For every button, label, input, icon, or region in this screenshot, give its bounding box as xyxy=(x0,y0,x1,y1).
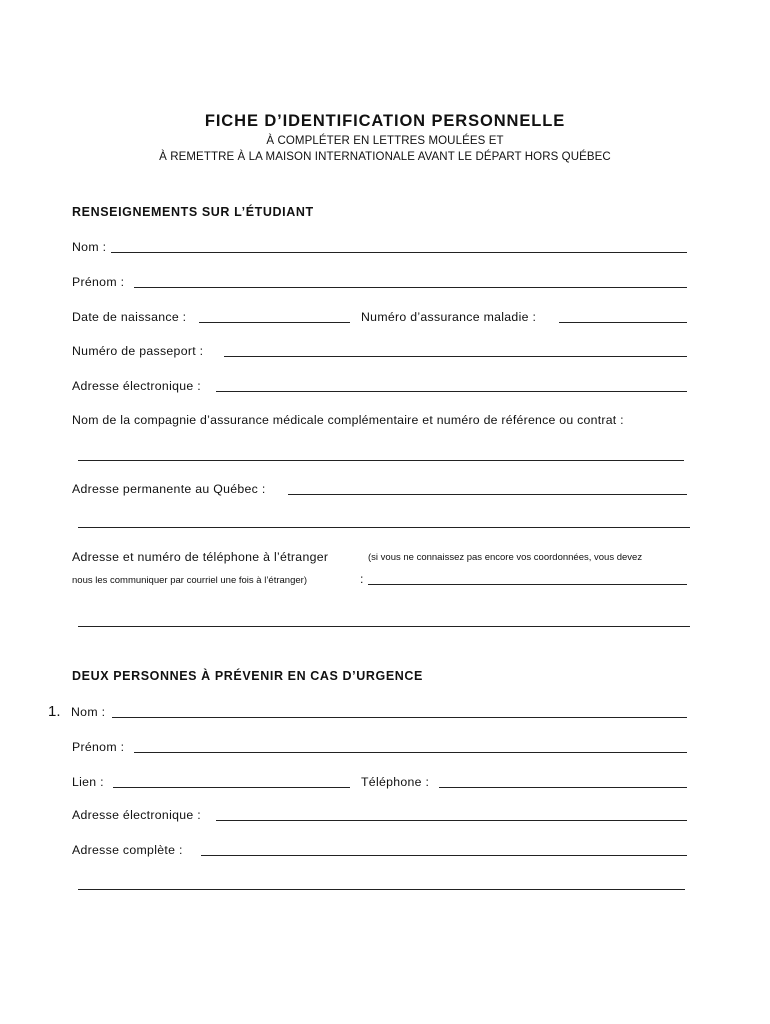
student-prenom-field[interactable] xyxy=(134,287,687,288)
student-abroad-address-field-line-2[interactable] xyxy=(78,626,690,627)
emergency-address-label: Adresse complète : xyxy=(72,843,183,857)
emergency-address-field[interactable] xyxy=(201,855,687,856)
student-email-field[interactable] xyxy=(216,391,687,392)
student-birthdate-label: Date de naissance : xyxy=(72,310,187,324)
emergency-email-label: Adresse électronique : xyxy=(72,808,201,822)
emergency-email-field[interactable] xyxy=(216,820,687,821)
form-subtitle-line-2: À REMETTRE À LA MAISON INTERNATIONALE AVANT LE DÉPART HORS QUÉBEC xyxy=(159,151,611,163)
student-abroad-address-colon: : xyxy=(360,572,364,586)
student-birthdate-field[interactable] xyxy=(199,322,350,323)
student-health-insurance-field[interactable] xyxy=(559,322,687,323)
student-passport-label: Numéro de passeport : xyxy=(72,344,204,358)
emergency-section-heading: DEUX PERSONNES À PRÉVENIR EN CAS D’URGENCE xyxy=(72,669,423,683)
student-email-label: Adresse électronique : xyxy=(72,379,201,393)
emergency-relationship-label: Lien : xyxy=(72,775,104,789)
emergency-relationship-field[interactable] xyxy=(113,787,350,788)
student-abroad-address-note-2: nous les communiquer par courriel une fois à l’étranger) xyxy=(72,575,307,586)
emergency-address-field-line-2[interactable] xyxy=(78,889,685,890)
student-nom-label: Nom : xyxy=(72,240,107,254)
emergency-nom-field[interactable] xyxy=(112,717,687,718)
form-title: FICHE D’IDENTIFICATION PERSONNELLE xyxy=(204,112,566,130)
student-abroad-address-label: Adresse et numéro de téléphone à l’étranger xyxy=(72,550,329,564)
student-quebec-address-field-line-2[interactable] xyxy=(78,527,690,528)
emergency-prenom-field[interactable] xyxy=(134,752,687,753)
student-nom-field[interactable] xyxy=(111,252,687,253)
student-abroad-address-note: (si vous ne connaissez pas encore vos coordonnées, vous devez xyxy=(368,552,643,563)
student-passport-field[interactable] xyxy=(224,356,687,357)
student-health-insurance-label: Numéro d’assurance maladie : xyxy=(361,310,537,324)
emergency-nom-label: Nom : xyxy=(71,705,106,719)
student-abroad-address-field[interactable] xyxy=(368,584,687,585)
emergency-phone-field[interactable] xyxy=(439,787,687,788)
student-supplementary-insurance-label: Nom de la compagnie d’assurance médicale complémentaire et numéro de référence ou contrat : xyxy=(72,413,624,427)
student-quebec-address-label: Adresse permanente au Québec : xyxy=(72,482,266,496)
student-quebec-address-field[interactable] xyxy=(288,494,687,495)
student-prenom-label: Prénom : xyxy=(72,275,125,289)
emergency-prenom-label: Prénom : xyxy=(72,740,125,754)
form-subtitle-line-1: À COMPLÉTER EN LETTRES MOULÉES ET xyxy=(266,135,504,147)
emergency-contact-number: 1. xyxy=(48,703,61,720)
student-section-heading: RENSEIGNEMENTS SUR L’ÉTUDIANT xyxy=(72,205,314,219)
emergency-phone-label: Téléphone : xyxy=(361,775,430,789)
student-supplementary-insurance-field[interactable] xyxy=(78,460,684,461)
